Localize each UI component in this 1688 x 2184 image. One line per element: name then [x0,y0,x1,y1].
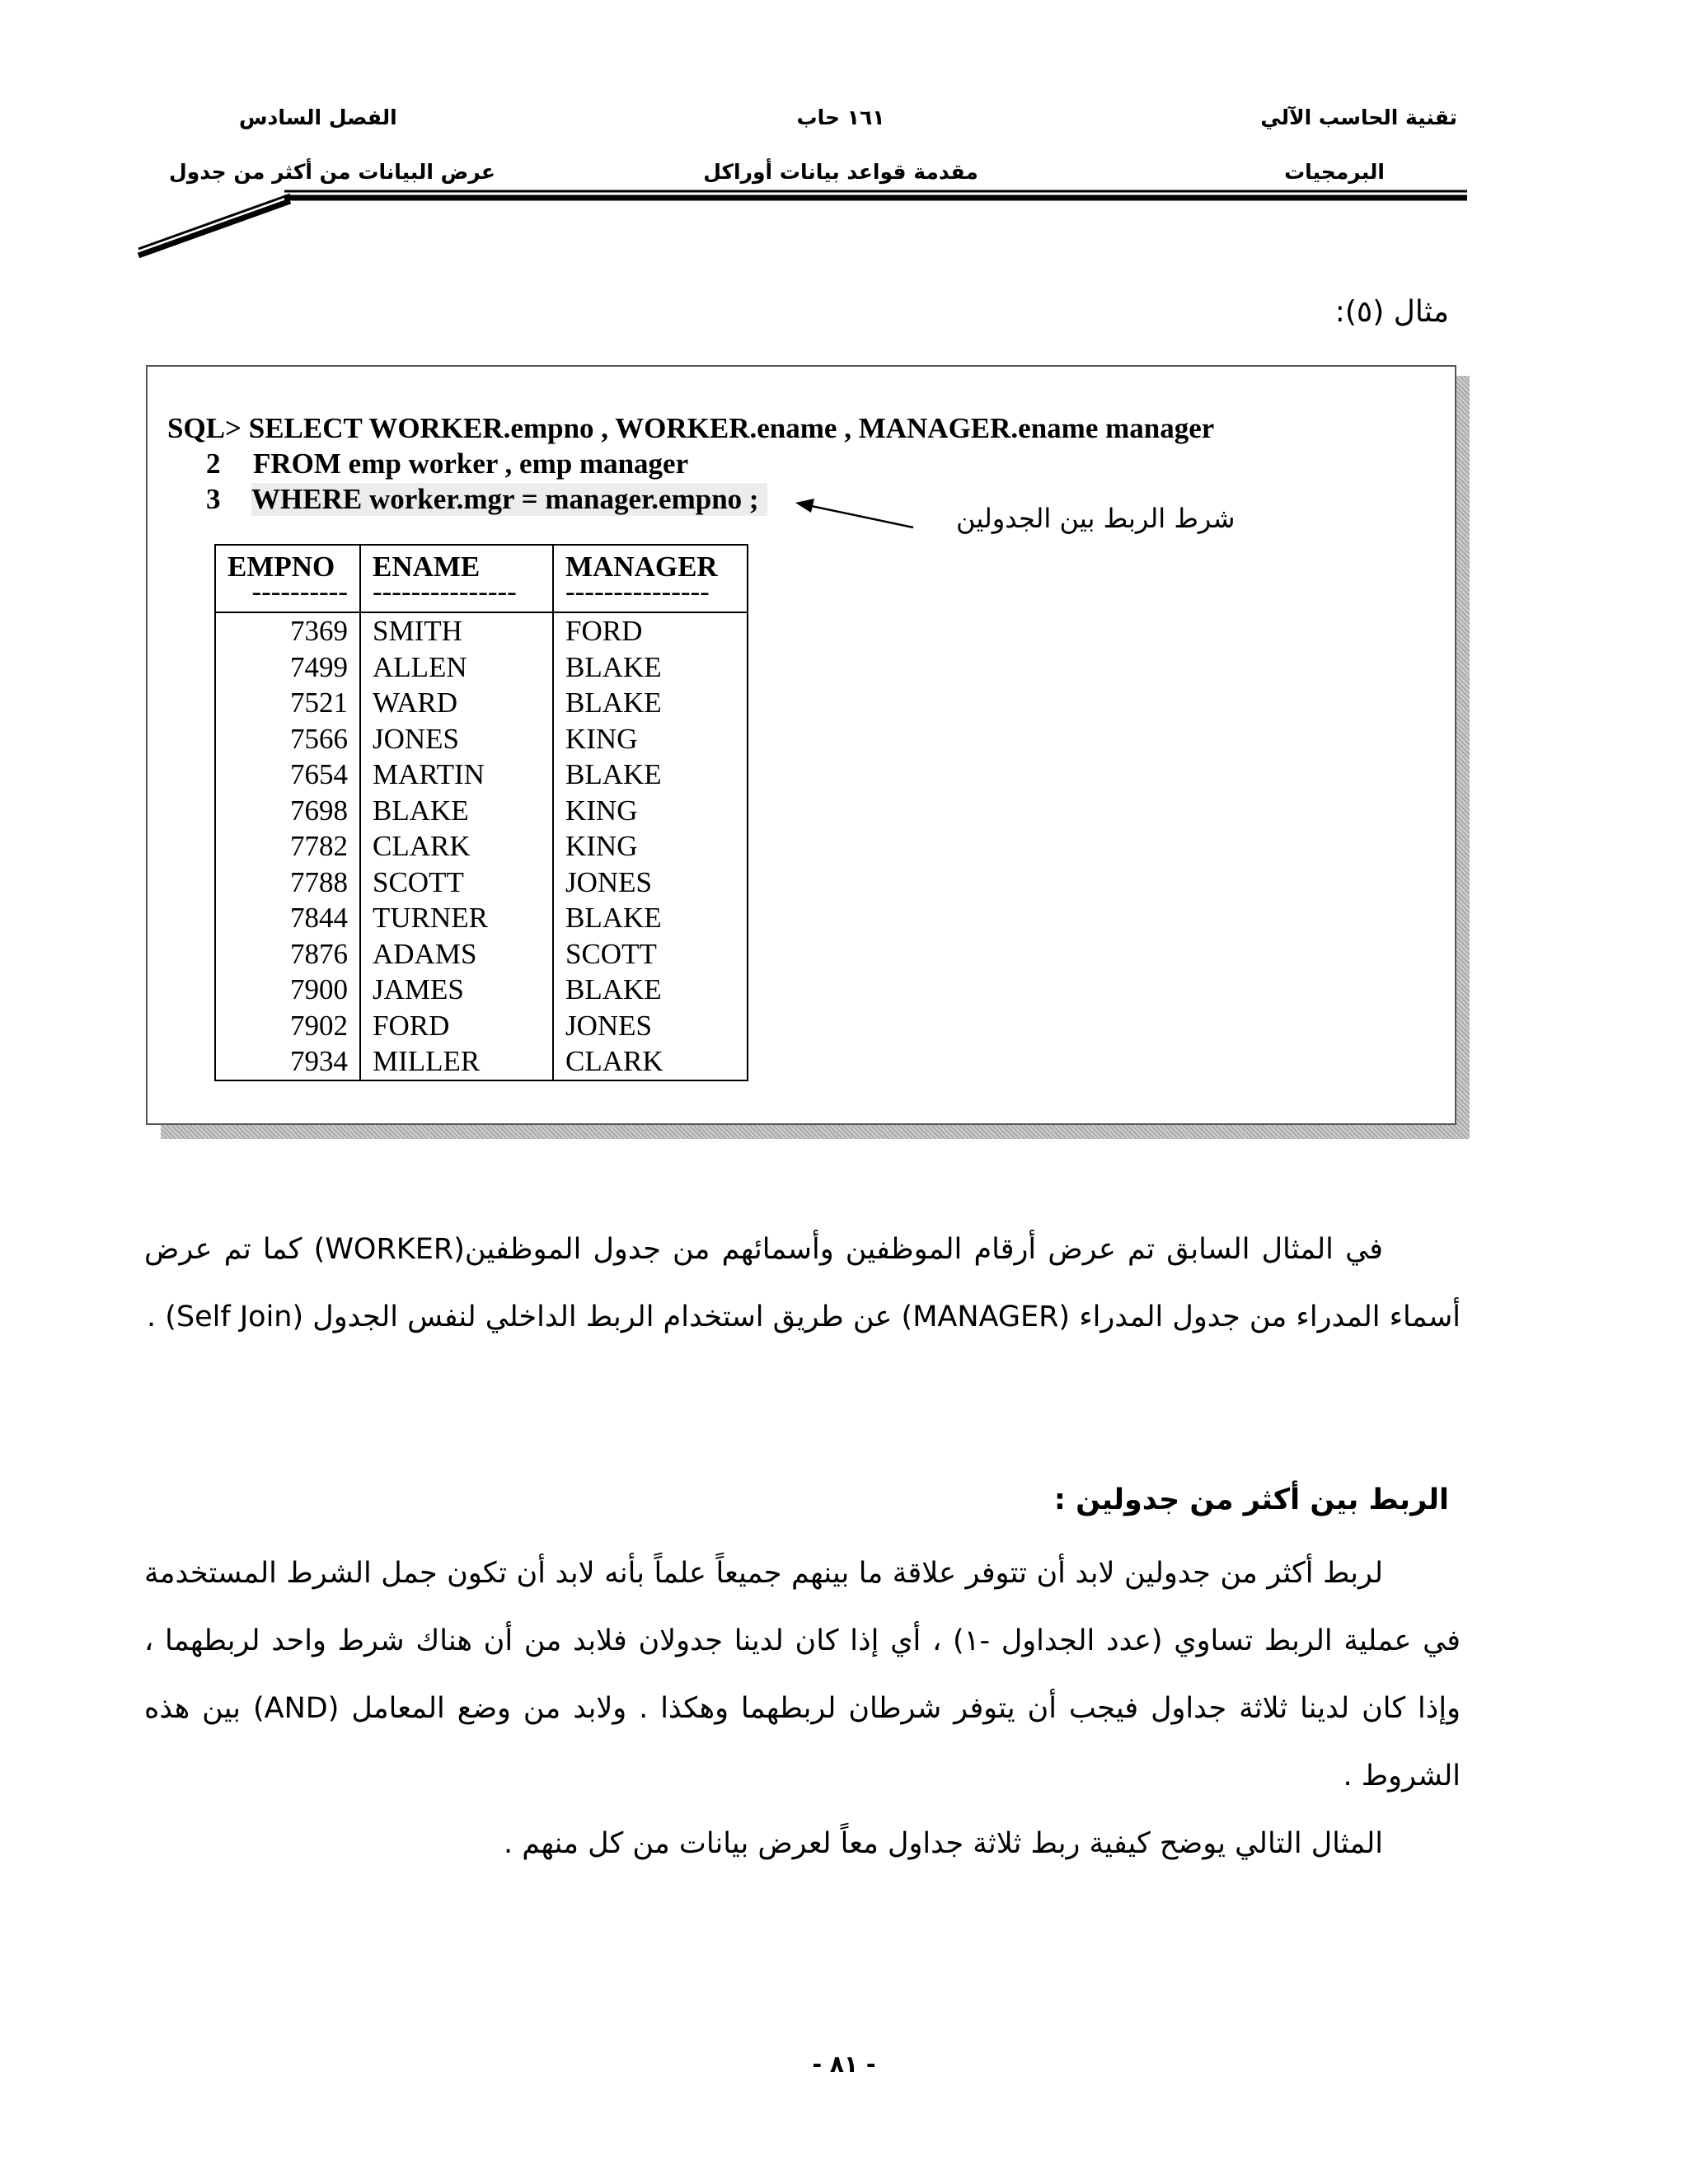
cell-ename: ADAMS [360,936,553,972]
paragraph-3-text: المثال التالي يوضح كيفية ربط ثلاثة جداول معاً لعرض بيانات من كل منهم . [503,1827,1383,1860]
cell-empno: 7369 [215,612,360,649]
table-row [215,685,748,721]
cell-ename: SMITH [360,612,553,649]
cell-manager: JONES [553,1008,748,1044]
table-row [215,936,748,972]
header-specialization: البرمجيات [1284,160,1385,184]
cell-manager: KING [553,828,748,865]
table-row [215,972,748,1008]
sql-line-3: WHERE worker.mgr = manager.empno [251,483,743,515]
header-chapter: الفصل السادس [239,105,397,129]
cell-empno: 7566 [215,721,360,757]
cell-ename: JONES [360,721,553,757]
cell-empno: 7654 [215,757,360,793]
cell-manager: JONES [553,865,748,901]
cell-empno: 7844 [215,900,360,936]
cell-empno: 7934 [215,1043,360,1080]
cell-empno: 7782 [215,828,360,865]
table-row [215,828,748,865]
table-row [215,649,748,686]
table-row [215,757,748,793]
table-row [215,865,748,901]
sql-line-3-terminator: ; [748,483,759,515]
cell-empno: 7698 [215,793,360,829]
column-header-manager: MANAGER [553,545,748,583]
cell-empno: 7902 [215,1008,360,1044]
section-title: الربط بين أكثر من جدولين : [1053,1483,1449,1516]
cell-manager: CLARK [553,1043,748,1080]
header-course-name: مقدمة قواعد بيانات أوراكل [703,160,978,184]
sql-line-1: SQL> SELECT WORKER.empno , WORKER.ename , MANAGER.ename manager [167,412,1215,444]
cell-manager: KING [553,793,748,829]
cell-ename: FORD [360,1008,553,1044]
cell-manager: FORD [553,612,748,649]
example-label: مثال (٥): [1334,295,1449,329]
sql-line-2-number: 2 [206,448,221,480]
dash-cell: --------------- [360,583,553,612]
table-row [215,793,748,829]
column-header-empno: EMPNO [215,545,360,583]
paragraph-1-text: في المثال السابق تم عرض أرقام الموظفين وأسمائهم من جدول الموظفين(WORKER) كما تم عرض أسماء المدراء من جدول المدراء (MANAGER) عن طريق استخدام الربط الداخلي لنفس الجدول (Self Join) . [144,1233,1461,1333]
annotation-arrow [0,0,1688,577]
cell-ename: BLAKE [360,793,553,829]
cell-empno: 7521 [215,685,360,721]
cell-empno: 7499 [215,649,360,686]
sql-line-2: FROM emp worker , emp manager [253,448,689,480]
cell-manager: BLAKE [553,757,748,793]
dash-cell: ---------- [215,583,360,612]
header-course-title: تقنية الحاسب الآلي [1260,105,1457,129]
cell-ename: CLARK [360,828,553,865]
cell-manager: SCOTT [553,936,748,972]
join-condition-annotation: شرط الربط بين الجدولين [956,503,1236,534]
paragraph-2-text: لربط أكثر من جدولين لابد أن تتوفر علاقة ما بينهم جميعاً علماً بأنه لابد أن تكون جمل الشرط المستخدمة في عملية الربط تساوي (عدد الجداول -١) ، أي إذا كان لدينا جدولان فلابد من أن هناك شرط واحد لربطهما ، وإذا كان لدينا ثلاثة جداول فيجب أن يتوفر شرطان لربطهما وهكذا . ولابد من وضع المعامل (AND) بين هذه الشروط . [144,1557,1461,1793]
column-header-ename: ENAME [360,545,553,583]
cell-empno: 7900 [215,972,360,1008]
cell-manager: BLAKE [553,649,748,686]
cell-ename: TURNER [360,900,553,936]
cell-ename: SCOTT [360,865,553,901]
table-row [215,612,748,649]
table-row [215,1043,748,1080]
header-chapter-title: عرض البيانات من أكثر من جدول [169,160,495,184]
dash-row [215,583,748,612]
sql-line-3-number: 3 [206,483,221,515]
cell-manager: KING [553,721,748,757]
table-row [215,900,748,936]
cell-manager: BLAKE [553,900,748,936]
table-row [215,721,748,757]
paragraph-self-join [144,1216,1461,1351]
header-course-code: ١٦١ حاب [796,105,885,129]
result-table [214,544,748,1081]
dash-cell: --------------- [553,583,748,612]
cell-manager: BLAKE [553,685,748,721]
cell-ename: WARD [360,685,553,721]
cell-manager: BLAKE [553,972,748,1008]
table-row [215,1008,748,1044]
paragraph-multi-join [144,1540,1461,1877]
cell-empno: 7788 [215,865,360,901]
cell-ename: MARTIN [360,757,553,793]
cell-ename: ALLEN [360,649,553,686]
cell-ename: MILLER [360,1043,553,1080]
page-number: - ٨١ - [812,2050,876,2078]
cell-ename: JAMES [360,972,553,1008]
cell-empno: 7876 [215,936,360,972]
